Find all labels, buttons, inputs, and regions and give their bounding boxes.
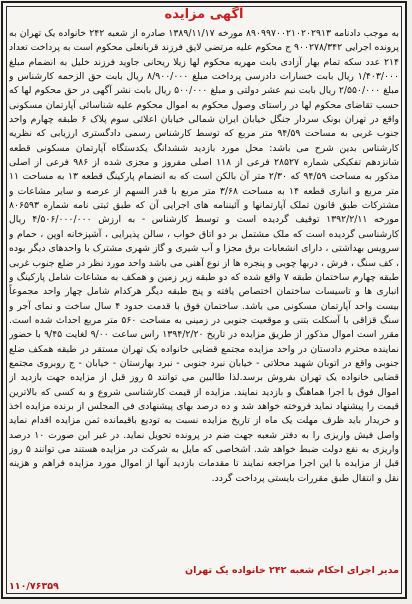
notice-body-text: به موجب دادنامه ۸۹۰۹۹۷۰۰۲۱۰۲۰۲۹۱۳ مورخه ۱۳۸۹/۱۱/۱۷ صادره از شعبه ۲۴۲ خانواده یک تهران به پرونده اجرایی ۹۰۰۲۷۸/۳۴۲ ج محکوم علیه مرتضی لایق فرزند قربانعلی محکوم است به پرداخت تعداد ۲۱۴ عدد سکه تمام بهار آزادی بابت مهریه محکوم لها زیلا ریحانی جاوید فرزند خلیل به انضمام مبلغ ۱/۴۰۳/۰۰۰ ریال بابت خسارات دادرسی پرداخت مبلغ ۸/۹۰۰/۰۰۰ ریال بابت حق الزحمه کارشناس و مبلغ ۲/۵۵۰/۰۰۰ ریال بابت نیم عشر دولتی و مبلغ ۵۰۰/۰۰۰ ریال بابت نشر آگهی در حق محکوم لها که حسب تقاضای محکوم لها در راستای وصول محکوم به اموال محکوم علیه شناسائی آپارتمان مسکونی واقع در تهران بونک سردار جنگل خیابان ایران شمالی خیابان اعلائی سوم پلاک ۶ طبقه چهارم واحد جنوب غربی به مساحت ۹۴/۵۹ متر مربع که توسط کارشناس رسمی دادگستری ارزیابی که نظریه کارشناس بدین شرح می باشد: محل مورد بازدید ششدانگ یکدستگاه آپارتمان مسکونی قطعه شانزدهم تفکیکی شماره ۲۸۵۲۷ فرعی از ۱۱۸ اصلی مفروز و مجزی شده از ۹۸۶ فرعی از اصلی مذکور به مساحت ۹۴/۵۹ که ۲/۳۰ متر آن بالکن است که به انضمام پارکینگ قطعه ۱۳ به مساحت ۱۱ متر مربع و انباری قطعه ۱۴ به مساحت ۳/۶۸ متر مربع با قدر السهم از عرصه و سایر مشاعات و مشترکات طبق قانون تملک آپارتمانها و آئیننامه های اجرایی آن که طبق ثبتی نامه شماره ۸۰۶۵۹۳ مورخه ۱۳۹۲/۲/۱۱ توقیف گردیده است و توسط کارشناس - به ارزش ۴/۵۰۶/۰۰۰/۰۰۰ ریال کارشناسی گردیده است که ملک مشتمل بر دو اتاق خواب ، سالن پذیرایی ، آشپزخانه اوپن ، حمام و سرویس بهداشتی ، دارای انشعابات برق مجزا و آب شیری و گاز شهری مشترک با واحدهای دیگر بوده ، کف سنگ ، فرش ، دربها چوبی و پنجره ها از نوع آهنی می باشد واحد مورد نظر در ضلع جنوب غربی طبقه چهارم ساختمان طبقه ۷ واقع شده که دو طبقه زیر زمین و همکف به مشاعات شامل پارکینگ و انباری ها و تاسیسات ساختمان اختصاص یافته و پنج طبقه دیگر هرکدام شامل چهار واحد مجموعاً بیست واحد آپارتمان مسکونی می باشد. ساختمان فوق با قدمت حدود ۴ سال ساخت و نمای آجر و سنگ قزاقی با آسکلت بتنی و موقعیت جنوبی در زمینی به مساحت ۵۶۰ متر مربع احداث شده است. مقرر است اموال مذکور از طریق مزایده در تاریخ ۱۳۹۴/۲/۲۰ راس ساعت ۹/۰۰ لغایت ۹/۴۵ با حضور نماینده محترم دادستان در واحد مزایده مجتمع قضایی خانواده یک تهران مستقر در طبقه همکف ضلع جنوبی واقع در اتوبان شهید محلاتی - خیابان نبرد جنوبی - نبرد بهارستان - خیابان - ج روبروی مجتمع قضایی خانواده یک تهران بفروش برسد.لذا طالبین می توانند ۵ روز قبل از مزایده جهت بازدید از اموال فوق با اجرا هماهنگ و بازدید نمایند. مزایده از قیمت کارشناسی شروع و به کسی که بالاترین قیمت را پیشنهاد نماید فروخته خواهد شد و ده درصد بهای پیشنهادی فی المجلس از برنده مزایده اخذ و خریدار باید ظرف مهلت یک ماه از تاریخ مزایده نسبت به تودیع باقیمانده ثمن مزایده اقدام نماید واصل فیش واریزی را به دفتر شعبه جهت ضم در پرونده تحویل نماید. در غیر این صورت ۱۰ درصد واریزی به نفع دولت ضبط خواهد شد. اشخاصی که مایل به شرکت در مزایده هستند می توانند ۵ روز قبل از مزایده با این اجرا مراجعه نمایند تا مقدمات بازدید آنها از اموال مورد مزایده فراهم و هزینه نقل و انتقال طبق مقررات بایستی پرداخت گردد. [9,28,399,484]
notice-body [9,27,399,549]
auction-notice [1,1,407,599]
notice-signature: مدیر اجرای احکام شعبه ۲۴۲ خانواده یک تهران [185,565,399,576]
notice-title: آگهی مزایده [164,7,244,22]
notice-code: ۱۱۰/۷۶۳۵۹ [9,581,59,592]
